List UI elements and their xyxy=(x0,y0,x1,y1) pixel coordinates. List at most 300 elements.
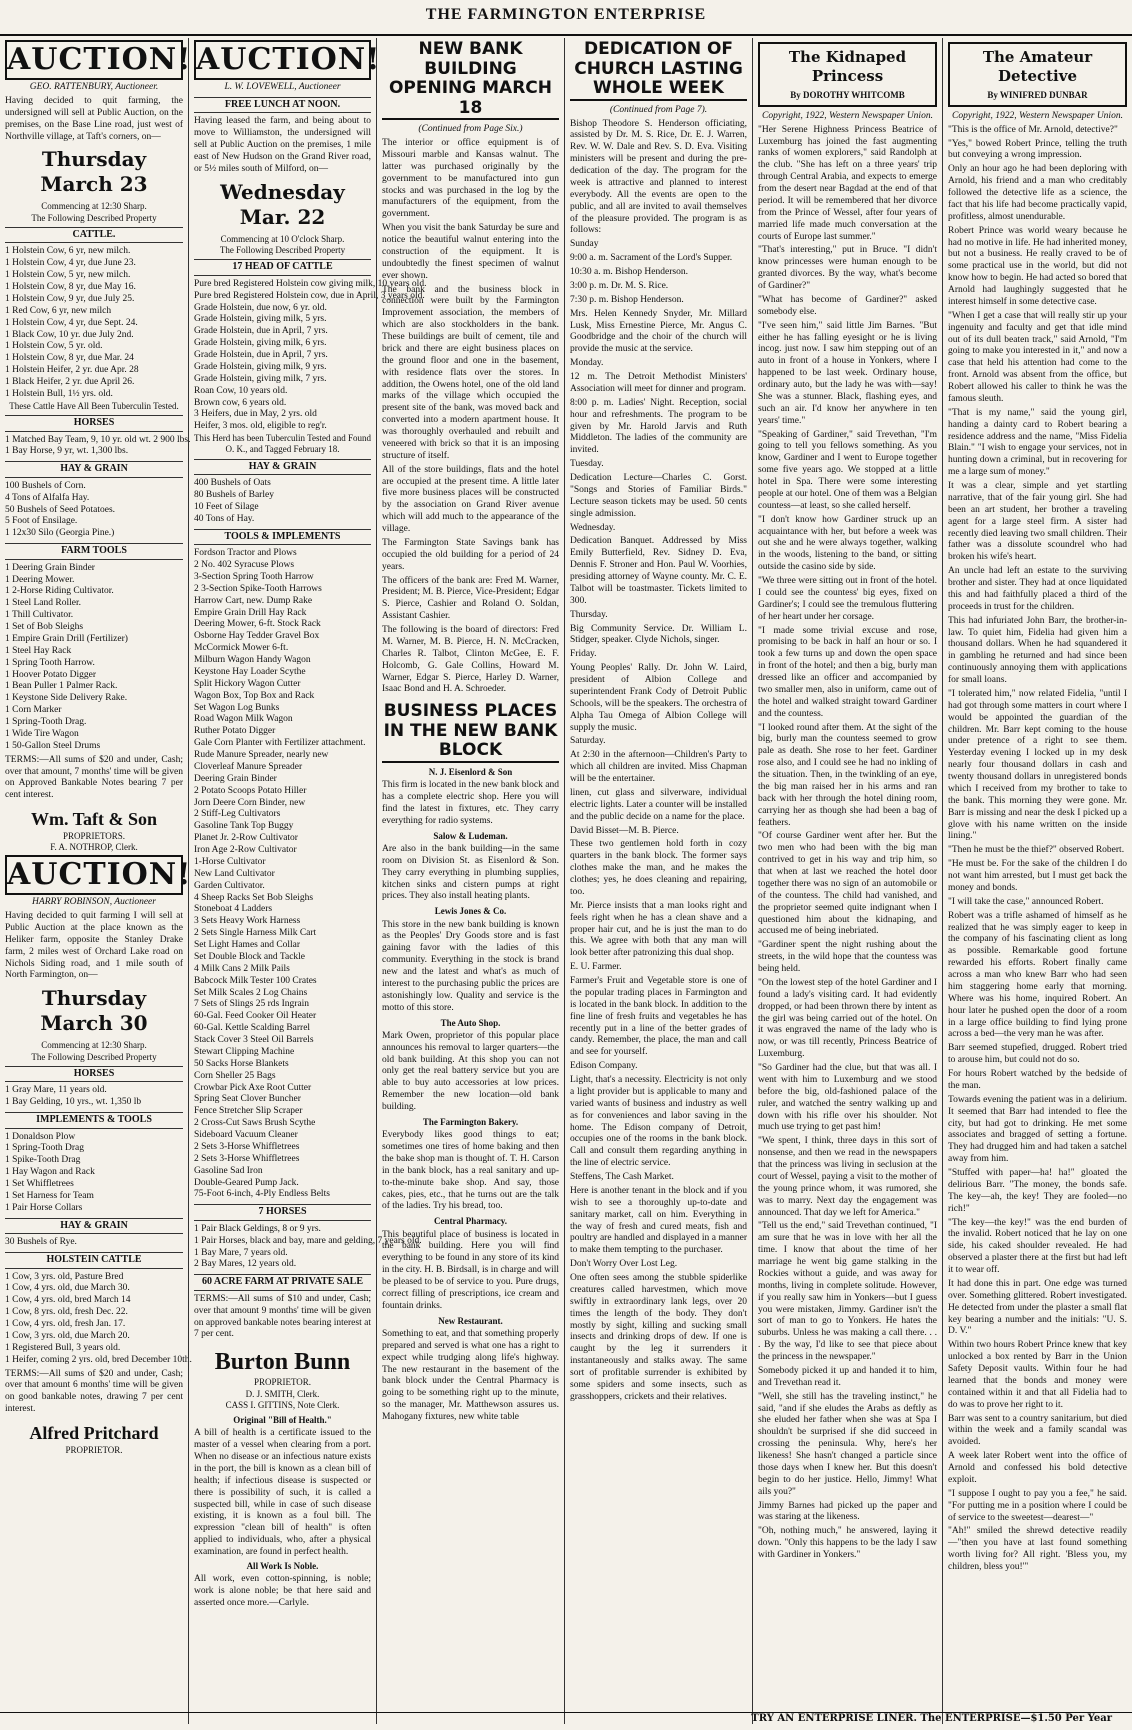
section-heading: HORSES xyxy=(5,415,183,432)
tb-note: These Cattle Have All Been Tuberculin Tested. xyxy=(9,400,179,411)
list-item: Gale Corn Planter with Fertilizer attachment. xyxy=(194,738,366,749)
section-heading: HAY & GRAIN xyxy=(5,1218,183,1235)
paragraph: Robert Prince was world weary because he had no motive in life. He had inherited money, but not a business. He really craved to be of some practical use in the world, but did not know how to begin. He had acted so bored that Arnold had laughingly suggested that he interest himself in some detective case. xyxy=(948,225,1127,307)
paragraph: All of the store buildings, flats and the hotel are occupied at the present time. A little later five more business places will be constructed by the association on Grand River avenue which will add much to the appearance of the village. xyxy=(382,464,559,535)
story-title: The Kidnaped Princess xyxy=(788,48,907,85)
article-body xyxy=(382,138,559,696)
list-item: Crowbar Pick Axe Root Cutter xyxy=(194,1082,312,1093)
list-item: 1 Red Cow, 6 yr, new milch xyxy=(5,305,112,316)
section-heading: FARM TOOLS xyxy=(5,543,183,560)
list-item: Gasoline Tank Top Buggy xyxy=(194,821,294,832)
paragraph: A week later Robert went into the office of Arnold and confessed his bold detective exploit. xyxy=(948,1451,1127,1485)
list-item: Corn Sheller 25 Bags xyxy=(194,1070,276,1081)
auction-intro: Having leased the farm, and being about to move to Williamston, the undersigned will sell at Public Auction on the premises, 1 mile east of New Hudson on the Grand River road, or 5½ miles south of Milford, on— xyxy=(194,116,371,174)
paragraph: Barr seemed stupefied, drugged. Robert tried to arouse him, but could not do so. xyxy=(948,1043,1127,1066)
list-item: Deering Grain Binder xyxy=(194,773,277,784)
auction-date: Wednesday Mar. 22 xyxy=(220,179,345,229)
paragraph: "That's interesting," put in Bruce. "I didn't know princesses were human enough to be granted divorces. By the way, what's become of Gardiner?" xyxy=(758,245,937,291)
paragraph: "Ah!" smiled the shrewd detective readily—"then you have at last found something worth living for? All right. 'Bless you, my children, bless you!'" xyxy=(948,1526,1127,1572)
list-item: 2 Sets 3-Horse Whiffletrees xyxy=(194,1141,300,1152)
list-item: 1 Gray Mare, 11 years old. xyxy=(5,1085,107,1096)
list-item: 1 Holstein Cow, 4 yr, due June 23. xyxy=(5,258,136,269)
auction-time: Commencing at 10 O'clock Sharp. xyxy=(220,233,345,244)
list-item: 1 Holstein Cow, 9 yr, due July 25. xyxy=(5,293,135,304)
list-item: 1-Horse Cultivator xyxy=(194,856,266,867)
section-heading: TOOLS & IMPLEMENTS xyxy=(194,529,371,546)
paragraph: "Speaking of Gardiner," said Trevethan, "I'm going to tell you fellows something. As you know, Gardiner and I went to Europe together some five years ago. We stopped at a little hotel in Spa. There were some interesting people at our hotel. One of them was a Belgian countess—at least, so she called herself. xyxy=(758,429,937,511)
list-item: Harrow Cart, new. Dump Rake xyxy=(194,595,313,606)
auction-time: Commencing at 12:30 Sharp. xyxy=(41,201,147,212)
list-item: 1 Pair Horse Collars xyxy=(5,1202,83,1213)
paragraph: "We spent, I think, three days in this sort of nonsense, and then we read in the newspapers that the princess was living in seclusion at the court of Wessel, paying a visit to the mother of the young prince whom, it was rumored, she was to marry. Next day the engagement was announced. That day we left for America." xyxy=(758,1136,937,1218)
paragraph: "When I get a case that will really stir up your ingenuity and faculty and get that idle mind out of its dull beaten track," said Arnold, "I'm going to make you interested in it," and now a case that held his attention had come to the front. Arnold was absent from the office, but Robert allowed his caller to think he was the famous sleuth. xyxy=(948,310,1127,404)
continued-note: (Continued from Page 7). xyxy=(609,104,708,115)
list-item: Split Hickory Wagon Cutter xyxy=(194,678,301,689)
list-item: Grade Holstein, giving milk, 5 yrs. xyxy=(194,314,327,325)
list-item: 2 Cross-Cut Saws Brush Scythe xyxy=(194,1118,316,1129)
paragraph: 7:30 p. m. Bishop Henderson. xyxy=(570,294,684,305)
proprietor: Wm. Taft & Son xyxy=(30,809,158,830)
footer: TRY AN ENTERPRISE LINER. The ENTERPRISE—$1.50 Per Year xyxy=(0,1712,1132,1730)
list-item: 1 50-Gallon Steel Drums xyxy=(5,740,101,751)
column-church-news xyxy=(564,38,752,1724)
list-item: 1 Thill Cultivator. xyxy=(5,610,74,621)
cattle-list xyxy=(5,1271,192,1367)
list-item: 1 Bay Mare, 7 years old. xyxy=(194,1247,288,1258)
paragraph: Young Peoples' Rally. Dr. John W. Laird, president of Albion College and superintendent Frank Cody of Detroit Public Schools, will be the speakers. The orchestra of Alpha Tau Omega of Albion College will supply the music. xyxy=(570,663,747,733)
list-item: 4 Milk Cans 2 Milk Pails xyxy=(194,963,290,974)
list-item: Set Double Block and Tackle xyxy=(194,951,306,962)
list-item: 1 Holstein Cow, 6 yr, new milch. xyxy=(5,246,131,257)
column-story-kidnaped xyxy=(752,38,942,1724)
paragraph: 8:00 p. m. Ladies' Night. Reception, social hour and refreshments. The program to be given by Mr. Harold Jarvis and Ruth Middleton. The ladies of the community are invited. xyxy=(570,397,747,456)
paragraph: "Tell us the end," said Trevethan continued, "I am sure that he was in love with her all the time. I know that about the time of her marriage he went big game stalking in the Rockies without a guide, and was away for months, living in complete solitude. However, if you really saw him in Yonkers—but I guess you were mistaken, Jimmy. Gardiner isn't the sort of man to go to Yonkers. He hates the suburbs. Unless he was making a call there. . . . By the way, I'd like to see that piece about the princess in the newspaper." xyxy=(758,1221,937,1362)
list-item: Set Light Hames and Collar xyxy=(194,940,301,950)
paragraph: "He must be. For the sake of the children I do not want him arrested, but I must get back the money and bonds. xyxy=(948,859,1127,893)
auction-intro: Having decided to quit farming, the undersigned will sell at Public Auction, on the premises, on the Base Line road, just west of Northville village, at Taft's corners, on— xyxy=(5,95,183,142)
list-item: Deering Mower, 6-ft. Stock Rack xyxy=(194,619,321,630)
paragraph: It was a clear, simple and yet startling narrative, that of the fair young girl. She had been an art student, her brother a traveling agent for a large steel firm. A sister had recently died leaving two small children. Their father was a dissolute scoundrel who had broken his wife's heart. xyxy=(948,481,1127,563)
list-item: 1 Hay Wagon and Rack xyxy=(5,1167,95,1178)
free-lunch: FREE LUNCH AT NOON. xyxy=(194,97,371,114)
paragraph: E. U. Farmer. xyxy=(570,962,622,973)
paragraph: It had done this in part. One edge was turned over. Something glittered. Robert investigated. He detected from under the plaster a small flat key bearing a number and the initials: "U. S. D. V." xyxy=(948,1278,1127,1337)
list-item: 5 Foot of Ensilage. xyxy=(5,516,78,527)
list-item: 2 Bay Mares, 12 years old. xyxy=(194,1259,297,1270)
paragraph: Edison Company. xyxy=(570,1061,638,1072)
list-item: Garden Cultivator. xyxy=(194,880,265,891)
list-item: 50 Sacks Horse Blankets xyxy=(194,1058,289,1069)
list-item: Ruther Potato Digger xyxy=(194,726,276,737)
business-listings xyxy=(382,767,559,1424)
tools-list xyxy=(194,548,371,1201)
list-item: 1 Set of Bob Sleighs xyxy=(5,622,84,632)
list-item: 3 Heifers, due in May, 2 yrs. old xyxy=(194,409,317,420)
auction-banner: AUCTION! xyxy=(194,40,371,80)
section-heading: CATTLE. xyxy=(5,227,183,244)
business-text: Are also in the bank building—in the same room on Division St. as Eisenlord & Son. They carry everything in plumbing supplies, kitchen sinks and cistern pumps at right prices. They also install heating plants. xyxy=(382,843,559,902)
list-item: 1 Empire Grain Drill (Fertilizer) xyxy=(5,633,128,644)
list-item: 1 Spike-Tooth Drag xyxy=(5,1155,81,1166)
list-item: 1 Black Heifer, 2 yr. due April 26. xyxy=(5,377,135,387)
business-text: Mark Owen, proprietor of this popular place announces his removal to larger quarters—the old bank building. At this shop you can not only get the real battery service but you are able to buy auto accessories at low prices. Remember the new location—old bank building. xyxy=(382,1030,559,1113)
list-item: 1 2-Horse Riding Cultivator. xyxy=(5,586,114,597)
tb-note: This Herd has been Tuberculin Tested and Found O. K., and Tagged February 18. xyxy=(194,433,371,455)
section-heading: HAY & GRAIN xyxy=(194,459,371,476)
list-item: Osborne Hay Tedder Gravel Box xyxy=(194,631,320,642)
list-item: 2 Sets Single Harness Milk Cart xyxy=(194,928,317,939)
list-item: 1 Cow, 3 yrs. old, Pasture Bred xyxy=(5,1271,124,1282)
story-title-box xyxy=(948,42,1127,107)
filler-heading: All Work Is Noble. xyxy=(246,1560,319,1571)
list-item: Set Wagon Log Bunks xyxy=(194,702,280,713)
list-item: 1 Spring-Tooth Drag. xyxy=(5,717,87,727)
list-item: 1 Holstein Cow, 8 yr, due May 16. xyxy=(5,282,136,292)
list-item: Fence Stretcher Slip Scraper xyxy=(194,1106,303,1117)
paragraph: Wednesday. xyxy=(570,522,616,533)
paragraph: "Of course Gardiner went after her. But the two men who had been with the big man contrived to get in his way and trip him, so that when at last we reached the hotel door together there was no sign of an automobile or of the countess. The child had vanished, and the proprietor seemed quite indignant when I questioned him about the kidnaping, and accused me of being inebriated. xyxy=(758,831,937,937)
paragraph: When you visit the bank Saturday be sure and notice the beautiful walnut entering into the construction of the equipment. It is undoubtedly the finest specimen of walnut ever shown. xyxy=(382,223,559,281)
paragraph: 10:30 a. m. Bishop Henderson. xyxy=(570,267,688,278)
paragraph: Dedication Lecture—Charles C. Gorst. "Songs and Stories of Familiar Birds." Lecture season tickets may be used. 50 cents single admission. xyxy=(570,473,747,519)
list-item: 3 Sets Heavy Work Harness xyxy=(194,916,301,927)
list-item: Pure bred Registered Holstein cow, due in April, 3 years old. xyxy=(194,290,425,301)
list-item: 1 Cow, 4 yrs. old, bred March 14 xyxy=(5,1295,131,1306)
paragraph: "That is my name," said the young girl, handing a dainty card to Robert bearing a residence address and the name, "Miss Fidelia Blain." "I wish to engage your services, not in hunting down a criminal, but in recovering for me a large sum of money." xyxy=(948,407,1127,478)
paragraph: The bank and the business block in connection were built by the Farmington Improvement association, the members of which are also stockholders in the bank. These buildings are built of cement, tile and brick and there are eight business places on the ground floor and one in the basement, with residence flats over the stores. In addition, the Owens hotel, one of the old land marks of the village which occupied the present site of the bank, was moved back and converted into a modern apartment house. It was thoroughly overhauled and rebuilt and veneered with brick so that it is an imposing structure of itself. xyxy=(382,284,559,461)
list-item: 2 3-Section Spike-Tooth Harrows xyxy=(194,583,322,594)
terms: TERMS:—All sums of $20 and under, Cash; over that amount, 7 months' time will be given on Approved Bankable Notes bearing 7 per cent interest. xyxy=(5,754,183,801)
paragraph: "Oh, nothing much," he answered, laying it down. "Only this happens to be the lady I saw with Gardiner in Yonkers." xyxy=(758,1526,937,1560)
paragraph: "This is the office of Mr. Arnold, detective?" xyxy=(948,124,1118,135)
list-item: Set Milk Scales 2 Log Chains xyxy=(194,987,308,998)
business-text: This firm is located in the new bank block and has a complete electric shop. Here you will find the latest in fixtures, etc. They carry everything for radio systems. xyxy=(382,780,559,826)
hay-list xyxy=(194,478,371,526)
list-item: Spring Seat Clover Buncher xyxy=(194,1094,301,1105)
section-heading: HOLSTEIN CATTLE xyxy=(5,1252,183,1269)
list-item: Gasoline Sad Iron xyxy=(194,1165,263,1176)
paragraph: Dedication Banquet. Addressed by Miss Emily Butterfield, Rev. Sidney D. Eva, Dennis F. Stroner and Hon. Paul W. Voorhies, presiding attorney of Wayne county. Mr. C. E. Talbot will be toastmaster. Tickets limited to 300. xyxy=(570,536,747,606)
auction-date: Thursday March 23 xyxy=(40,147,148,197)
list-item: 1 Holstein Cow, 5 yr. old. xyxy=(5,341,103,352)
list-item: 1 Spring Tooth Harrow. xyxy=(5,657,95,668)
list-item: 3-Section Spring Tooth Harrow xyxy=(194,571,314,582)
business-text: Something to eat, and that something properly prepared and served is what one has a right to expect while trudging along life's highway. The new restaurant in the basement of the bank block under the Central Pharmacy is going to be something right up to the minute, so the manager, Mr. Matthewson assures us. Mahogany fixtures, new white table xyxy=(382,1328,559,1423)
business-text: Everybody likes good things to eat; sometimes one tires of home baking and then the bake shop man is thought of. T. H. Carson in the bank block, has a real sanitary and up-to-the-minute bake shop. And say, those cakes, pies, etc., that he turns out are the talk of the ladies. Try his bread, too. xyxy=(382,1130,559,1212)
list-item: 1 Registered Bull, 3 years old. xyxy=(5,1342,121,1353)
headline: NEW BANK BUILDING OPENING MARCH 18 xyxy=(382,40,559,120)
column-auctions-2 xyxy=(188,38,427,1724)
list-item: Keystone Hay Loader Scythe xyxy=(194,666,306,677)
list-item: 1 Spring-Tooth Drag xyxy=(5,1143,85,1154)
list-item: Wagon Box, Top Box and Rack xyxy=(194,690,315,701)
tools-list xyxy=(5,563,183,753)
list-item: Iron Age 2-Row Cultivator xyxy=(194,845,297,855)
auctioneer: L. W. LOVEWELL, Auctioneer xyxy=(224,82,341,92)
list-item: 80 Bushels of Barley xyxy=(194,490,274,500)
paragraph: Within two hours Robert Prince knew that key unlocked a box rented by Barr in the Union Safety Deposit vaults. Within four he had learned that the bonds and money were contained within it and that all Fidelia had to do was to prove her right to it. xyxy=(948,1340,1127,1410)
list-item: 60-Gal. Kettle Scalding Barrel xyxy=(194,1023,311,1034)
auction-following: The Following Described Property xyxy=(219,245,346,255)
hay-list xyxy=(5,481,183,540)
paragraph: Towards evening the patient was in a delirium. It seemed that Barr had intended to flee the city, but had got to drinking. He met some associates and bragged of setting a fortune. They had drugged him and had taken a satchel away from him. xyxy=(948,1094,1127,1165)
business-name: N. J. Eisenlord & Son xyxy=(428,766,513,777)
list-item: 1 Cow, 4 yrs. old, fresh Jan. 17. xyxy=(5,1319,126,1329)
list-item: Brown cow, 6 years old. xyxy=(194,397,287,408)
headline: BUSINESS PLACES IN THE NEW BANK BLOCK xyxy=(382,702,559,763)
paragraph: "What has become of Gardiner?" asked somebody else. xyxy=(758,294,937,317)
paragraph: Tuesday. xyxy=(570,459,604,470)
section-heading: IMPLEMENTS & TOOLS xyxy=(5,1112,183,1129)
article-body xyxy=(570,119,747,1404)
list-item: 1 12x30 Silo (Georgia Pine.) xyxy=(5,528,115,539)
business-text: This beautiful place of business is located in the bank building. Here you will find everything to be found in any store of its kind in the city. H. B. Birdsall, is in charge and will be pleased to be of service to you. Pure drugs, correct filling of prescriptions, ice cream and fountain drinks. xyxy=(382,1229,559,1311)
paragraph: Only an hour ago he had been deploring with Arnold, his friend and a man who creditably followed the detective life as a science, the fact that his life had become practically vapid, profitless, almost unendurable. xyxy=(948,164,1127,222)
list-item: 1 Cow, 3 yrs. old, due March 20. xyxy=(5,1330,130,1341)
paragraph: The Farmington State Savings bank has occupied the old building for a period of 24 years. xyxy=(382,537,559,572)
list-item: Milburn Wagon Handy Wagon xyxy=(194,655,311,665)
list-item: 1 Set Whiffletrees xyxy=(5,1179,74,1189)
column-story-detective xyxy=(942,38,1132,1724)
business-name: The Auto Shop. xyxy=(440,1017,501,1028)
list-item: 1 Keystone Side Delivery Rake. xyxy=(5,693,128,704)
list-item: 1 Holstein Cow, 4 yr, due Sept. 24. xyxy=(5,317,138,328)
paragraph: Monday. xyxy=(570,358,604,369)
list-item: 50 Bushels of Seed Potatoes. xyxy=(5,504,116,515)
list-item: 1 Bay Gelding, 10 yrs., wt. 1,350 lb xyxy=(5,1097,142,1108)
auction-intro: Having decided to quit farming I will sell at Public Auction at the place known as the Heliker farm, opposite the Stanley Drake farm, 2 miles west of Orchard Lake road on Nichols Siding road, and 1 mile south of North Farmington, on— xyxy=(5,911,183,981)
list-item: 1 Holstein Heifer, 2 yr. due Apr. 28 xyxy=(5,365,139,376)
list-item: 1 Bean Puller 1 Palmer Rack. xyxy=(5,681,118,692)
paragraph: "So Gardiner had the clue, but that was all. I went with him to Luxemburg and we stood before the big, old-fashioned palace of the ruler, and watched the sentry walking up and down with his rifle over his shoulder. Not much use trying to get past him! xyxy=(758,1063,937,1133)
auction-time: Commencing at 12:30 Sharp. xyxy=(41,1040,147,1051)
list-item: 1 Holstein Bull, 1½ yrs. old. xyxy=(5,388,113,399)
auction-banner: AUCTION! xyxy=(5,855,183,895)
paragraph: At 2:30 in the afternoon—Children's Party to which all children are invited. Miss Chapman will be the entertainer. xyxy=(570,750,747,785)
list-item: New Land Cultivator xyxy=(194,868,275,879)
business-name: Lewis Jones & Co. xyxy=(434,906,507,917)
paragraph: "I suppose I ought to pay you a fee," he said. "For putting me in a position where I could be of service to the sweetest—dearest—" xyxy=(948,1488,1127,1523)
paragraph: Mrs. Helen Kennedy Snyder, Mr. Millard Lusk, Miss Ernestine Pierce, Mr. Angus C. Goodbridge and the choir of the church will provide the music at the service. xyxy=(570,308,747,355)
paragraph: Farmer's Fruit and Vegetable store is one of the popular trading places in Farmington and is located in the bank block. In addition to the fine line of fresh fruits and vegetables he has recently put in a line of the better grades of candy. Remember, the place, the man and call and see for yourself. xyxy=(570,976,747,1058)
paragraph: "I looked round after them. At the sight of the big, burly man the countess seemed to grow pale as death. She rose to her feet. Gardiner rose also, and I could see he had no inkling of the situation. Then, in the twinkling of an eye, the big man raised her in his arms and ran back with her through the hotel dining room, carrying her as though she had been a bag of feathers. xyxy=(758,722,937,828)
story-title: The Amateur Detective xyxy=(982,48,1093,85)
list-item: 7 Sets of Slings 25 rds Ingrain xyxy=(194,999,310,1010)
paragraph: This had infuriated John Barr, the brother-in-law. To quiet him, Fidelia had given him a thousand dollars. When he had squandered it in gambling he returned and had since been continuously annoying them with applications for small loans. xyxy=(948,615,1127,685)
story-author: By DOROTHY WHITCOMB xyxy=(790,89,905,100)
paragraph: "I've seen him," said little Jim Barnes. "But either he has falling eyesight or he is living incog. just now. I saw him stepping out of an auto in front of a house in Yonkers, where I happened to be last week. Ordinary house, ordinary auto, but the lady he was with—say! She was a stunner. Black, flashing eyes, and such an air. I'd know her anywhere in ten years' time." xyxy=(758,320,937,426)
list-item: Cloverleaf Manure Spreader xyxy=(194,761,303,772)
paragraph: One often sees among the stubble spiderlike creatures called harvestmen, which move swiftly in extraordinary lank legs, over 20 times the length of the body. They don't mostly by sight, killing and sucking small insects and drinking drops of dew. If one is caught by the leg it surrenders it instantaneously and stalks away. The same sort of profitable surrender is exhibited by some spiders and some insects, such as grasshoppers, crickets and their relatives. xyxy=(570,1273,747,1402)
paragraph: Sunday xyxy=(570,239,599,250)
story-author: By WINIFRED DUNBAR xyxy=(987,89,1088,100)
paragraph: "I tolerated him," now related Fidelia, "until I had got through some matters in court where I would be appointed the guardian of the children. Mr. Barr kept coming to the house under pretence of a right to see them. Yesterday evening I locked up in my desk nearly four thousand dollars in cash and twenty thousand dollars in unregistered bonds which I received from my brother to take to the bank. This morning they were gone. Mr. Barr is missing and near the desk I picked up a glove with his name written on the inside lining." xyxy=(948,688,1127,842)
paragraph: An uncle had left an estate to the surviving brother and sister. They had at once liquidated this and had faithfully placed a third of the proceeds in trust for the children. xyxy=(948,566,1127,612)
list-item: 1 Deering Grain Binder xyxy=(5,562,95,573)
list-item: Double-Geared Pump Jack. xyxy=(194,1177,299,1188)
list-item: Stewart Clipping Machine xyxy=(194,1046,295,1057)
paragraph: Light, that's a necessity. Electricity is not only a light provider but is applicable to many and varied wants of business and industry as well as for conveniences and labor saving in the home. The Edison company of Detroit, occupies one of the rooms in the bank block. Call and consult them regarding anything in the line of electric service. xyxy=(570,1075,747,1169)
continued-note: (Continued from Page Six.) xyxy=(418,124,523,135)
horses-list xyxy=(194,1223,422,1272)
column-bank-news xyxy=(376,38,564,1724)
copyright: Copyright, 1922, Western Newspaper Union. xyxy=(952,110,1123,121)
paragraph: Big Community Service. Dr. William L. Stidger, speaker. Clyde Nichols, singer. xyxy=(570,623,747,646)
paragraph: Jimmy Barnes had picked up the paper and was staring at the likeness. xyxy=(758,1500,937,1523)
section-heading: 17 HEAD OF CATTLE xyxy=(194,259,371,276)
farm-sale: 60 ACRE FARM AT PRIVATE SALE xyxy=(194,1274,371,1291)
list-item: 1 Corn Marker xyxy=(5,705,62,716)
list-item: Pure bred Registered Holstein cow giving milk, 10 years old. xyxy=(194,278,427,289)
paragraph: Barr was sent to a country sanitarium, but died within the week and a family scandal was avoided. xyxy=(948,1413,1127,1448)
filler-text: All work, even cotton-spinning, is noble; work is alone noble; be that here said and asserted once more.—Carlyle. xyxy=(194,1574,371,1608)
paragraph: Friday. xyxy=(570,649,597,660)
story-title-box xyxy=(758,42,937,107)
list-item: Fordson Tractor and Plows xyxy=(194,548,297,559)
copyright: Copyright, 1922, Western Newspaper Union. xyxy=(762,110,933,121)
filler-heading: Original "Bill of Health." xyxy=(233,1415,332,1425)
paragraph: 3:00 p. m. Dr. M. S. Rice. xyxy=(570,280,669,291)
list-item: Grade Holstein, due in April, 7 yrs. xyxy=(194,326,328,337)
horses-list xyxy=(5,1085,183,1109)
paragraph: "I don't know how Gardiner struck up an acquaintance with her, but before a week was out she and he were always together, walking in the woods, listening to the band, or sitting outside the casino side by side. xyxy=(758,514,937,573)
paragraph: Don't Worry Over Lost Leg. xyxy=(570,1259,678,1270)
cattle-list xyxy=(194,278,427,433)
list-item: Empire Grain Drill Hay Rack xyxy=(194,607,307,618)
list-item: 1 Cow, 4 yrs. old, due March 30. xyxy=(5,1283,130,1294)
list-item: 1 Holstein Cow, 5 yr, new milch. xyxy=(5,270,131,281)
paragraph: "Then he must be the thief?" observed Robert. xyxy=(948,845,1125,856)
paragraph: Saturday. xyxy=(570,736,606,747)
list-item: 1 Matched Bay Team, 9, 10 yr. old wt. 2 900 lbs. xyxy=(5,434,191,445)
proprietor: Burton Bunn xyxy=(214,1349,351,1376)
clerk: F. A. NOTHROP, Clerk. xyxy=(50,841,138,852)
list-item: Stoneboat 4 Ladders xyxy=(194,904,273,915)
paragraph: "Yes," bowed Robert Prince, telling the truth but conveying a wrong impression. xyxy=(948,138,1127,161)
paragraph: "Well, she still has the traveling instinct," he said, "and if she eludes the Arabs as deftly as she eluded her father when she was at Spa I shouldn't be surprised if she did succeed in crossing the peninsula. Why, here's her likeness! She hasn't changed a particle since those days when I knew her. But this doesn't begin to do her justice. Hello, Jimmy! What ails you?" xyxy=(758,1391,937,1497)
list-item: 1 Pair Horses, black and bay, mare and gelding, 7 years old. xyxy=(194,1235,422,1246)
list-item: Grade Holstein, due now, 6 yr. old. xyxy=(194,302,327,313)
story-body xyxy=(758,125,937,1562)
list-item: 100 Bushels of Corn. xyxy=(5,480,86,491)
list-item: 2 Sets 3-Horse Whiffletrees xyxy=(194,1153,300,1164)
list-item: Grade Holstein, due in April, 7 yrs. xyxy=(194,350,328,360)
proprietor-label: PROPRIETORS. xyxy=(62,830,126,841)
paragraph: Steffens, The Cash Market. xyxy=(570,1172,674,1183)
paragraph: 9:00 a. m. Sacrament of the Lord's Supper. xyxy=(570,253,733,264)
clerk: D. J. SMITH, Clerk. xyxy=(245,1388,320,1399)
paragraph: Thursday. xyxy=(570,609,608,620)
list-item: 4 Sheep Racks Set Bob Sleighs xyxy=(194,892,314,903)
list-item: 2 Potato Scoops Potato Hiller xyxy=(194,785,307,796)
proprietor-label: PROPRIETOR. xyxy=(65,1444,123,1455)
paragraph: Here is another tenant in the block and if you wish to see a thoroughly up-to-date and sanitary market, call on him. Everything in the way of fresh and cured meats, fish and poultry are handled and displayed in a manner to make them tempting to the purchaser. xyxy=(570,1185,747,1256)
list-item: 75-Foot 6-inch, 4-Ply Endless Belts xyxy=(194,1189,330,1200)
terms: TERMS:—All sums of $20 and under, Cash; over that amount 6 months' time will be given on good bankable notes, drawing 7 per cent interest. xyxy=(5,1368,183,1415)
paragraph: "Stuffed with paper—ha! ha!" gloated the delirious Barr. "The money, the bonds safe. The key—ah, the key! They are fooled—no rich!" xyxy=(948,1168,1127,1214)
auction-banner: AUCTION! xyxy=(5,40,183,80)
list-item: 1 Wide Tire Wagon xyxy=(5,728,79,739)
story-body xyxy=(948,125,1127,1574)
auctioneer: GEO. RATTENBURY, Auctioneer. xyxy=(29,82,159,92)
paragraph: Somebody picked it up and handed it to him, and Trevethan read it. xyxy=(758,1365,937,1388)
list-item: 1 Black Cow, 10 yr. due July 2nd. xyxy=(5,329,134,340)
business-text: This store in the new bank building is known as the Peoples' Dry Goods store and is fast gaining favor with the ladies of this community. Everything in the stock is brand new and the latest and what's as much of interest to the purchasing public the prices are astonishingly low. Quality and service is the motto of this store. xyxy=(382,919,559,1013)
proprietor: Alfred Pritchard xyxy=(29,1423,159,1443)
list-item: 1 Deering Mower. xyxy=(5,574,75,585)
list-item: 1 Pair Black Geldings, 8 or 9 yrs. xyxy=(194,1223,321,1234)
list-item: Rude Manure Spreader, nearly new xyxy=(194,750,329,760)
paragraph: "Her Serene Highness Princess Beatrice of Luxemburg has joined the fast augmenting ranks of women explorers," said Randolph at the club. "She has left on a three years' trip through Central Arabia, and expects to emerge from the desert near Bagdad at the end of that period. It will be remembered that her divorce from the Prince of Wessel, after four years of married life made much conversation at the courts of Europe last summer." xyxy=(758,124,937,242)
horses-list xyxy=(5,434,191,459)
paragraph: The interior or office equipment is of Missouri marble and Kansas walnut. The latter was purchased originally by the government to be manufactured into gun stocks and was purchased in the log by the manufacturers of the equipment, from the government. xyxy=(382,138,559,220)
auctioneer: HARRY ROBINSON, Auctioneer xyxy=(32,897,156,908)
list-item: 40 Tons of Hay. xyxy=(194,513,255,524)
list-item: Grade Holstein, giving milk, 9 yrs. xyxy=(194,361,327,372)
cattle-list xyxy=(5,246,183,400)
headline: DEDICATION OF CHURCH LASTING WHOLE WEEK xyxy=(570,40,747,101)
paragraph: The officers of the bank are: Fred M. Warner, President; M. B. Pierce, Vice-President; Edgar S. Pierce, Cashier and Roland O. Soldan, Assistant Cashier. xyxy=(382,575,559,622)
list-item: Roan Cow, 10 years old. xyxy=(194,385,288,396)
paragraph: The following is the board of directors: Fred M. Warner, M. B. Pierce, H. N. McCracken, Charles R. Talbot, Clinton McGee, E. F. Holcomb, G. Gale Collins, Howard M. Warner, Edgar S. Pierce, Harley D. Warner, Isaac Bond and H. A. Schroeder. xyxy=(382,625,559,695)
business-name: Central Pharmacy. xyxy=(434,1216,507,1227)
terms: TERMS:—All sums of $10 and under, Cash; over that amount 9 months' time will be given on approved bankable notes bearing interest at 7 per cent. xyxy=(194,1293,371,1340)
list-item: Babcock Milk Tester 100 Crates xyxy=(194,975,317,986)
list-item: 1 Steel Hay Rack xyxy=(5,645,72,656)
section-heading: 7 HORSES xyxy=(194,1204,371,1221)
list-item: Stack Cover 3 Steel Oil Barrels xyxy=(194,1035,314,1045)
hay-list xyxy=(5,1237,183,1249)
list-item: Grade Holstein, giving milk, 7 yrs. xyxy=(194,373,327,384)
paragraph: "Gardiner spent the night rushing about the streets, in the wild hope that the countess was being held. xyxy=(758,940,937,974)
auction-following: The Following Described Property xyxy=(31,1051,157,1062)
list-item: 60-Gal. Feed Cooker Oil Heater xyxy=(194,1011,317,1022)
list-item: 2 No. 402 Syracuse Plows xyxy=(194,560,295,570)
column-auctions-1 xyxy=(0,38,192,1724)
paragraph: 12 m. The Detroit Methodist Ministers' Association will meet for dinner and program. xyxy=(570,372,747,394)
list-item: 4 Tons of Alfalfa Hay. xyxy=(5,492,90,503)
paragraph: "On the lowest step of the hotel Gardiner and I found a lady's visiting card. It had evidently dropped, or had been thrown there by intent as the girl was being carried out of the hotel. On it was engraved the name of the lady who is now, or was till recently, Princess Beatrice of Luxemburg. xyxy=(758,977,937,1060)
paragraph: linen, cut glass and silverware, individual electric lights. Later a counter will be installed and the public decide on a name for the place. xyxy=(570,787,747,822)
section-heading: HORSES xyxy=(5,1066,183,1083)
list-item: 400 Bushels of Oats xyxy=(194,478,271,489)
paragraph: Bishop Theodore S. Henderson officiating, assisted by Dr. M. S. Rice, Dr. E. J. Warren, Rev. W. W. Dale and Rev. S. D. Eva. Visiting ministers will be present and during the pre-dedication of the day. The program for the week is attractive and planned to interest everybody. All the events are open to the public, and all are invited to avail themselves of the pleasure provided. The program is as follows: xyxy=(570,118,747,236)
proprietor-label: PROPRIETOR. xyxy=(253,1377,312,1388)
business-name: Salow & Ludeman. xyxy=(433,830,508,841)
paragraph: For hours Robert watched by the bedside of the man. xyxy=(948,1069,1127,1091)
paragraph: "I will take the case," announced Robert. xyxy=(948,896,1104,907)
list-item: 1 Steel Land Roller. xyxy=(5,598,81,609)
list-item: 1 Holstein Cow, 8 yr, due Mar. 24 xyxy=(5,353,134,364)
paragraph: David Bisset—M. B. Pierce. xyxy=(570,825,679,836)
list-item: Jorn Deere Corn Binder, new xyxy=(194,797,306,808)
list-item: 1 Donaldson Plow xyxy=(5,1131,76,1142)
section-heading: HAY & GRAIN xyxy=(5,461,183,478)
list-item: 1 Cow, 8 yrs. old, fresh Dec. 22. xyxy=(5,1307,128,1318)
paragraph: "The key—the key!" was the end burden of the invalid. Robert noticed that he lay on one side, his caked shoulder revealed. He had observed a plaster there at the first but had left it to wear off. xyxy=(948,1217,1127,1275)
paragraph: Mr. Pierce insists that a man looks right and feels right when he has a clean shave and a proper hair cut, and he is just the man to do this. We agree with both that any man will look better after patronizing this dual shop. xyxy=(570,900,747,959)
implements-list xyxy=(5,1132,183,1215)
paragraph: These two gentlemen hold forth in cozy quarters in the bank block. The former says clothes make the man, and he makes the clothes; yes, he does cleaning and repairing, too. xyxy=(570,839,747,897)
list-item: 1 Set Harness for Team xyxy=(5,1190,94,1201)
paragraph: Robert was a trifle ashamed of himself as he realized that he was simply eager to keep in the company of his fascinating client as long as possible. Remarkable good fortune rewarded his efforts. Robert finally came across a man who knew Barr who had seen him staggering home early that morning. Where was his home, inquired Robert. An hour later he pushed open the door of a room in a large office building to find lying prone across a bed—the very man he was after. xyxy=(948,910,1127,1040)
list-item: Planet Jr. 2-Row Cultivator xyxy=(194,833,298,844)
list-item: 1 Heifer, coming 2 yrs. old, bred December 10th. xyxy=(5,1354,192,1365)
list-item: McCormick Mower 6-ft. xyxy=(194,643,289,654)
list-item: Grade Holstein, giving milk, 6 yrs. xyxy=(194,338,327,349)
list-item: Road Wagon Milk Wagon xyxy=(194,714,293,725)
list-item: 2 Stiff-Leg Cultivators xyxy=(194,809,281,820)
